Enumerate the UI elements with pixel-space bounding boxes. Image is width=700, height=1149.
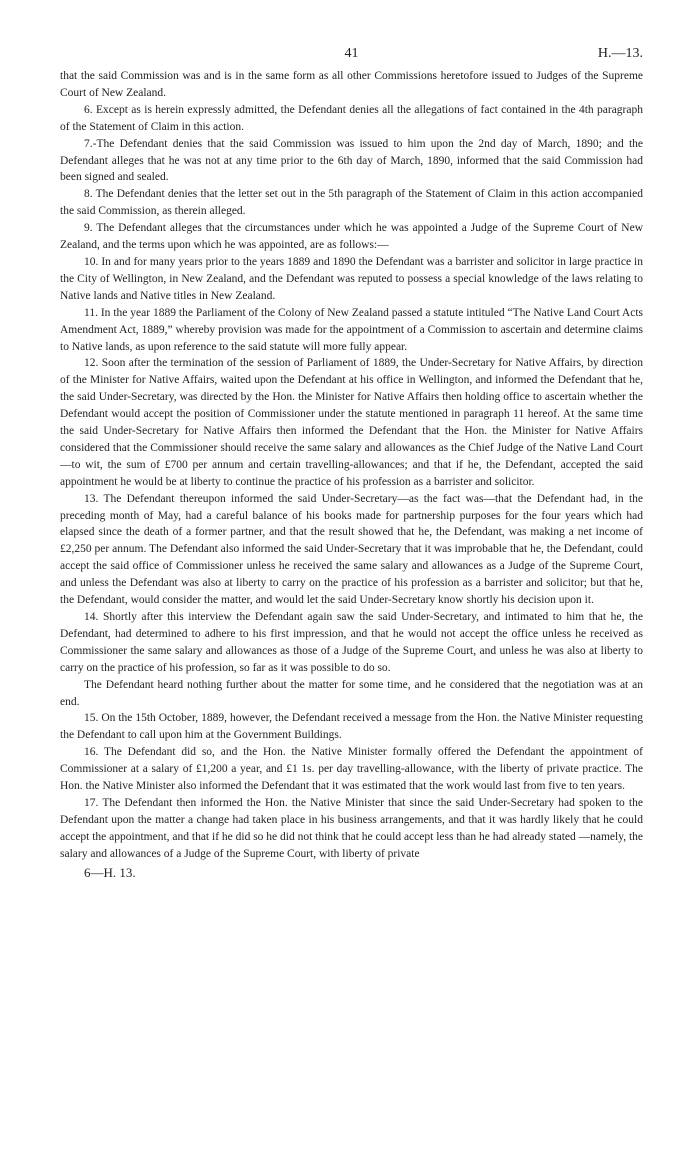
paper-identifier: H.—13. [597,46,643,61]
paragraph-11: 11. In the year 1889 the Parliament of the Colony of New Zealand passed a statute intituled “The Native Land Court Acts Amendment Act, 1889,” whereby provision was made for the appointment of a Commission to ascertain and determine claims to Native lands, as upon reference to the said statute will more fully appear. [60,306,643,353]
paragraph-9: 9. The Defendant alleges that the circumstances under which he was appointed a Judge of the Supreme Court of New Zealand, and the terms upon which he was appointed, are as follows:— [60,222,643,252]
paragraph-13: 13. The Defendant thereupon informed the said Under-Secretary—as the fact was—that the Defendant had, in the preceding month of May, had a careful balance of his books made for partnership purposes for the four years which had elapsed since the death of a former partner, and that the result showed that he, the Defendant, was making a net income of £2,250 per annum. The Defendant also informed the said Under-Secretary that it was improbable that he, the Defendant, could accept the said office of Commissioner unless he received the same salary and allowances as a Judge of the Supreme Court, and unless the Defendant was also at liberty to carry on the practice of his profession as a barrister and solicitor; but that he, the Defendant, would consider the matter, and would let the said Under-Secretary know shortly his decision upon it. [60,492,643,607]
paragraph-10: 10. In and for many years prior to the years 1889 and 1890 the Defendant was a barrister and solicitor in large practice in the City of Wellington, in New Zealand, and the Defendant was reputed to possess a special knowledge of the laws relating to Native lands and Native titles in New Zealand. [60,255,643,302]
paragraph-continuation: that the said Commission was and is in the same form as all other Commissions heretofore issued to Judges of the Supreme Court of New Zealand. [60,70,643,99]
running-header [60,42,643,68]
paragraph-15: 15. On the 15th October, 1889, however, the Defendant received a message from the Hon. the Native Minister requesting the Defendant to call upon him at the Government Buildings. [60,712,643,742]
document-body [60,68,643,863]
paragraph-14-continued: The Defendant heard nothing further about the matter for some time, and he considered that the negotiation was at an end. [60,678,643,708]
page-number: 41 [344,46,359,61]
paragraph-7: 7.-The Defendant denies that the said Commission was issued to him upon the 2nd day of March, 1890; and the Defendant alleges that he was not at any time prior to the 6th day of March, 1890, informed that the said Commission had been signed and sealed. [60,137,643,184]
paragraph-16: 16. The Defendant did so, and the Hon. the Native Minister formally offered the Defendant the appointment of Commissioner at a salary of £1,200 a year, and £1 1s. per day travelling-allowance, with the liberty of private practice. The Hon. the Native Minister also informed the Defendant that it was estimated that the work would last from five to ten years. [60,746,643,793]
paragraph-17: 17. The Defendant then informed the Hon. the Native Minister that since the said Under-Secretary had spoken to the Defendant upon the matter a change had taken place in his business arrangements, and that it was hardly likely that he could accept the appointment, and that if he did so he did not think that he could accept less than he had already stated —namely, the salary and allowances of a Judge of the Supreme Court, with liberty of private [60,796,644,860]
signature-mark: 6—H. 13. [84,864,136,880]
document-page [60,42,643,882]
paragraph-14: 14. Shortly after this interview the Defendant again saw the said Under-Secretary, and intimated to him that he, the Defendant, had determined to adhere to his first impression, and that he would not accept the office unless he received as Commissioner the same salary and allowances as those of a Judge of the Supreme Court, and unless he was also at liberty to carry on the practice of his profession, so far as it was possible to do so. [60,611,643,674]
paragraph-8: 8. The Defendant denies that the letter set out in the 5th paragraph of the Statement of Claim in this action accompanied the said Commission, as therein alleged. [60,188,643,218]
paragraph-6: 6. Except as is herein expressly admitted, the Defendant denies all the allegations of fact contained in the 4th paragraph of the Statement of Claim in this action. [60,103,643,133]
paragraph-12: 12. Soon after the termination of the session of Parliament of 1889, the Under-Secretary for Native Affairs, by direction of the Minister for Native Affairs, waited upon the Defendant at his office in Wellington, and informed the Defendant that he, the said Under-Secretary, was directed by the Hon. the Minister for Native Affairs then holding office to ascertain whether the Defendant would accept the position of Commissioner under the statute mentioned in paragraph 11 hereof. At the same time the said Under-Secretary for Native Affairs then informed the Defendant that the Hon. the Minister for Native Affairs considered that the Commissioner should receive the same salary and allowances as the Chief Judge of the Native Land Court—to wit, the sum of £700 per annum and certain travelling-allowances; and that if he, the Defendant, accepted the said appointment he would be at liberty to continue the practice of his profession as a barrister and solicitor. [60,357,643,488]
